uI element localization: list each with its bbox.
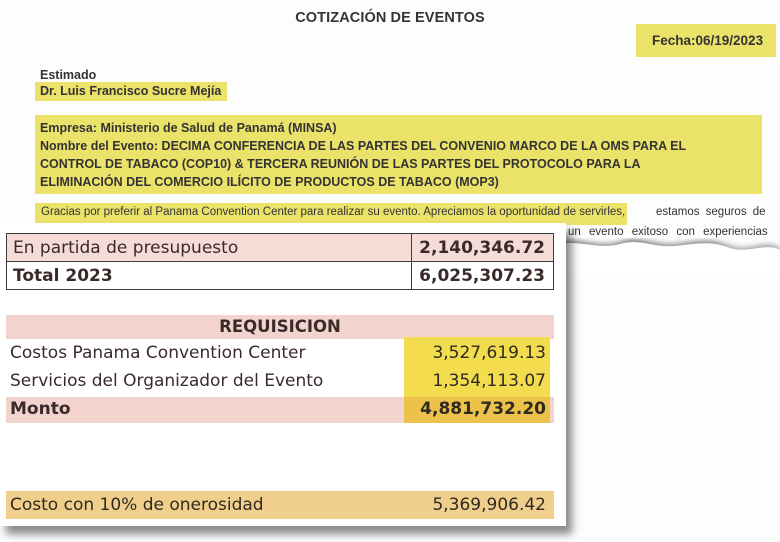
body-text-highlighted: Gracias por preferir al Panama Convention Center para realizar su evento. Apreciamos la oportunidad de servirles, <box>35 203 627 225</box>
date-label: Fecha:06/19/2023 <box>636 24 776 57</box>
requisicion-row-value: 3,527,619.13 <box>432 343 546 363</box>
monto-value: 4,881,732.20 <box>420 399 546 419</box>
requisicion-header: REQUISICION <box>6 315 554 339</box>
event-name-line-3: ELIMINACIÓN DEL COMERCIO ILÍCITO DE PRODUCTOS DE TABACO (MOP3) <box>40 175 499 189</box>
requisicion-row-label: Servicios del Organizador del Evento <box>10 371 324 391</box>
table-row <box>7 262 554 290</box>
requisicion-row-label: Costos Panama Convention Center <box>10 343 306 363</box>
budget-row-value: 2,140,346.72 <box>412 234 554 262</box>
table-row <box>7 234 554 262</box>
event-name-line-1: Nombre del Evento: DECIMA CONFERENCIA DE LAS PARTES DEL CONVENIO MARCO DE LA OMS PARA EL <box>40 139 687 153</box>
greeting: Estimado <box>40 68 97 82</box>
recipient-name: Dr. Luis Francisco Sucre Mejía <box>35 82 227 101</box>
budget-row-label: En partida de presupuesto <box>7 234 412 262</box>
spreadsheet-overlay <box>0 223 566 526</box>
total-row-label: Total 2023 <box>7 262 412 290</box>
costo-value: 5,369,906.42 <box>432 495 546 515</box>
body-text-rest: estamos seguros de <box>656 206 766 218</box>
requisicion-row-value: 1,354,113.07 <box>432 371 546 391</box>
torn-edge-shadow <box>560 238 780 278</box>
budget-table <box>6 233 554 290</box>
empresa-line: Empresa: Ministerio de Salud de Panamá (MINSA) <box>40 121 337 135</box>
body-text-line-2: un evento exitoso con experiencias <box>568 226 768 238</box>
total-row-value: 6,025,307.23 <box>412 262 554 290</box>
event-name-line-2: CONTROL DE TABACO (COP10) & TERCERA REUNIÓN DE LAS PARTES DEL PROTOCOLO PARA LA <box>40 157 641 171</box>
monto-label: Monto <box>10 399 71 419</box>
costo-label: Costo con 10% de onerosidad <box>10 495 264 515</box>
event-info-block <box>35 115 762 194</box>
document-title: COTIZACIÓN DE EVENTOS <box>295 10 485 26</box>
